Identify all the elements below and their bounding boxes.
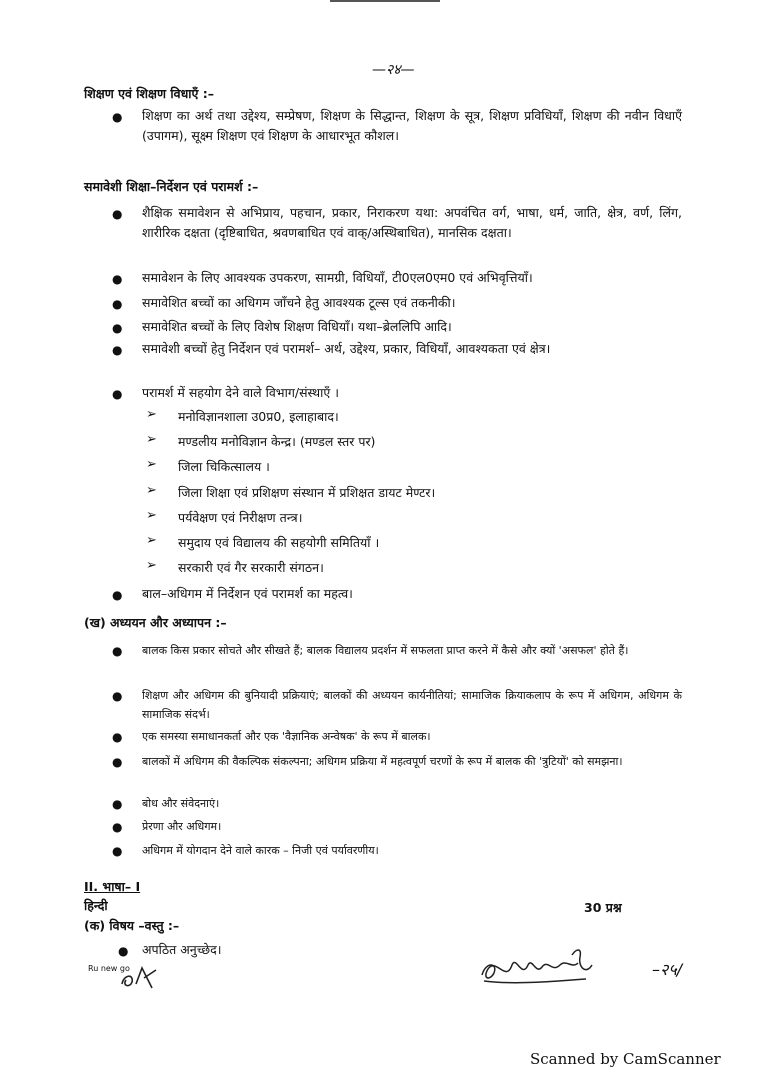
list-item: समावेशित बच्चों का अधिगम जाँचने हेतु आवश्यक टूल्स एवं तकनीकी। (142, 295, 456, 310)
list-item: बालक किस प्रकार सोचते और सीखते हैं; बालक विद्यालय प्रदर्शन में सफलता प्राप्त करने में कैसे और क्यों 'असफल' होते हैं। (142, 644, 629, 657)
sub-list-item: सरकारी एवं गैर सरकारी संगठन। (178, 560, 324, 575)
sub-list-item: जिला शिक्षा एवं प्रशिक्षण संस्थान में प्रशिक्षत डायट मेण्टर। (178, 485, 436, 500)
list-item: समावेशी बच्चों हेतु निर्देशन एवं परामर्श– अर्थ, उद्देश्य, प्रकार, विधियाँ, आवश्यकता एवं क्षेत्र। (142, 341, 551, 356)
bullet: ● (112, 755, 123, 769)
bullet: ● (112, 343, 123, 357)
bullet: ● (112, 272, 123, 286)
list-item: शिक्षण और अधिगम की बुनियादी प्रक्रियाएं; बालकों की अध्ययन कार्यनीतियां; सामाजिक क्रियाकलाप के रूप में अधिगम, अधिगम के सामाजिक संदर्भ। (142, 689, 682, 721)
list-item: बालकों में अधिगम की वैकल्पिक संकल्पना; अधिगम प्रक्रिया में महत्वपूर्ण चरणों के रूप में बालक की 'त्रुटियों' को समझना। (142, 755, 623, 768)
sub-list-item: समुदाय एवं विद्यालय की सहयोगी समितियाँ । (178, 535, 380, 550)
list-item: प्रेरणा और अधिगम। (142, 820, 222, 833)
bullet: ● (118, 944, 129, 958)
bullet: ● (112, 820, 123, 834)
list-item: परामर्श में सहयोग देने वाले विभाग/संस्थाएँ । (142, 385, 339, 400)
list-item: शिक्षण का अर्थ तथा उद्देश्य, सम्प्रेषण, शिक्षण के सिद्धान्त, शिक्षण के सूत्र, शिक्षण प्रविधियाँ, शिक्षण की नवीन विधाएँ (उपागम), सूक्ष्म शिक्षण एवं शिक्षण के आधारभूत कौशल। (142, 108, 682, 143)
list-item: बाल–अधिगम में निर्देशन एवं परामर्श का महत्व। (142, 586, 353, 601)
bullet: ● (112, 644, 123, 658)
scan-edge-line (330, 0, 440, 2)
bullet: ● (112, 321, 123, 335)
content-title: (क) विषय –वस्तु :– (84, 918, 180, 933)
handwritten-note: Ru new go (88, 964, 130, 973)
list-item: अधिगम में योगदान देने वाले कारक – निजी एवं पर्यावरणीय। (142, 844, 379, 857)
list-item: समावेशित बच्चों के लिए विशेष शिक्षण विधियाँ। यथा–ब्रेललिपि आदि। (142, 319, 452, 334)
arrow-bullet: ➢ (146, 432, 157, 447)
list-item: समावेशन के लिए आवश्यक उपकरण, सामग्री, विधियाँ, टी0एल0एम0 एवं अभिवृत्तियाँ। (142, 270, 533, 285)
page-mark: –२५/ (652, 960, 683, 979)
section-title-teaching: शिक्षण एवं शिक्षण विधाएँ :– (84, 86, 215, 101)
bullet: ● (112, 110, 123, 124)
subject-title: हिन्दी (84, 898, 108, 913)
bullet: ● (112, 797, 123, 811)
arrow-bullet: ➢ (146, 533, 157, 548)
arrow-bullet: ➢ (146, 508, 157, 523)
sub-list-item: पर्यवेक्षण एवं निरीक्षण तन्त्र। (178, 510, 303, 525)
bullet: ● (112, 730, 123, 744)
list-item: बोध और संवेदनाएं। (142, 797, 220, 810)
list-item: एक समस्या समाधानकर्ता और एक 'वैज्ञानिक अन्वेषक' के रूप में बालक। (142, 730, 431, 743)
section-title-study: (ख) अध्ययन और अध्यापन :– (84, 615, 227, 630)
list-item: शैक्षिक समावेशन से अभिप्राय, पहचान, प्रकार, निराकरण यथा: अपवंचित वर्ग, भाषा, धर्म, जाति, क्षेत्र, वर्ण, लिंग, शारीरिक दक्षता (दृष्टिबाधित, श्रवणबाधित एवं वाक्/अस्थिबाधित), मानसिक दक्षता। (142, 205, 682, 240)
page-number: —२४— (372, 62, 415, 78)
sub-list-item: जिला चिकित्सालय । (178, 459, 270, 474)
bullet: ● (112, 297, 123, 311)
scanner-watermark: Scanned by CamScanner (530, 1050, 721, 1068)
arrow-bullet: ➢ (146, 483, 157, 498)
bullet: ● (112, 387, 123, 401)
arrow-bullet: ➢ (146, 457, 157, 472)
sub-list-item: मण्डलीय मनोविज्ञान केन्द्र। (मण्डल स्तर पर) (178, 434, 376, 449)
bullet: ● (112, 588, 123, 602)
handwritten-mark (116, 960, 166, 992)
arrow-bullet: ➢ (146, 407, 157, 422)
bullet: ● (112, 207, 123, 221)
bullet: ● (112, 689, 123, 703)
signature-image (476, 935, 606, 995)
section-title-inclusive: समावेशी शिक्षा–निर्देशन एवं परामर्श :– (84, 179, 259, 194)
section-title-language: II. भाषा– I (84, 879, 141, 894)
bullet: ● (112, 844, 123, 858)
question-count: 30 प्रश्न (584, 900, 622, 915)
list-item: अपठित अनुच्छेद। (142, 942, 222, 957)
sub-list-item: मनोविज्ञानशाला उ0प्र0, इलाहाबाद। (178, 409, 339, 424)
arrow-bullet: ➢ (146, 558, 157, 573)
